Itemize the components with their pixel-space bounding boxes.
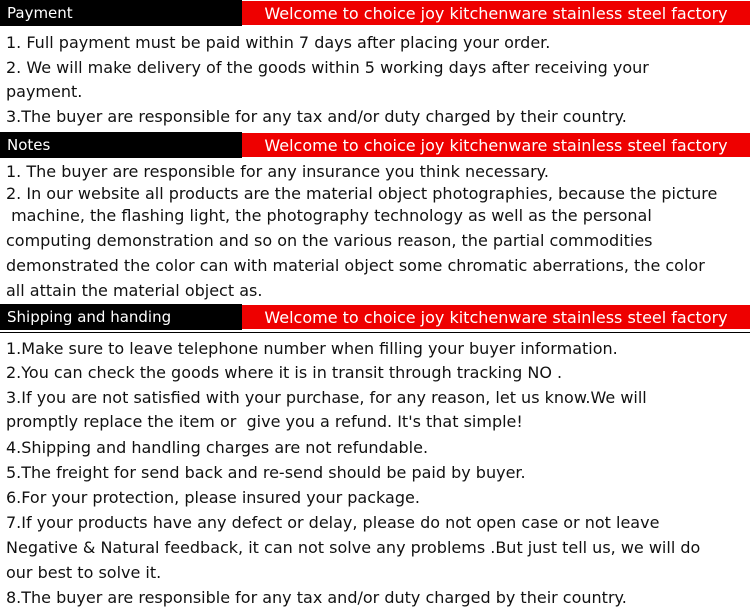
payment-line: 3.The buyer are responsible for any tax and/or duty charged by their country. <box>6 107 627 126</box>
notes-line: 2. In our website all products are the material object photographies, because the picture <box>6 184 718 203</box>
shipping-title: Shipping and handing <box>0 304 242 330</box>
shipping-line: 8.The buyer are responsible for any tax and/or duty charged by their country. <box>6 588 627 607</box>
shipping-line: our best to solve it. <box>6 563 162 582</box>
shipping-line: Negative & Natural feedback, it can not solve any problems .But just tell us, we will do <box>6 538 701 557</box>
shipping-welcome-banner: Welcome to choice joy kitchenware stainless steel factory <box>242 304 750 330</box>
section-divider <box>0 332 750 333</box>
notes-header <box>0 132 750 158</box>
shipping-line: 7.If your products have any defect or delay, please do not open case or not leave <box>6 513 660 532</box>
shipping-line: 3.If you are not satisfied with your purchase, for any reason, let us know.We will <box>6 388 647 407</box>
payment-line: 1. Full payment must be paid within 7 days after placing your order. <box>6 33 551 52</box>
payment-title: Payment <box>0 0 242 26</box>
shipping-line: 6.For your protection, please insured your package. <box>6 488 420 507</box>
payment-welcome-banner: Welcome to choice joy kitchenware stainless steel factory <box>242 0 750 26</box>
shipping-header <box>0 304 750 330</box>
shipping-line: 4.Shipping and handling charges are not refundable. <box>6 438 429 457</box>
notes-line: all attain the material object as. <box>6 281 263 300</box>
payment-line: 2. We will make delivery of the goods within 5 working days after receiving your <box>6 58 649 77</box>
shipping-line: 5.The freight for send back and re-send should be paid by buyer. <box>6 463 526 482</box>
notes-line: machine, the flashing light, the photography technology as well as the personal <box>6 206 652 225</box>
notes-welcome-banner: Welcome to choice joy kitchenware stainless steel factory <box>242 132 750 158</box>
payment-header <box>0 0 750 26</box>
notes-line: 1. The buyer are responsible for any insurance you think necessary. <box>6 162 549 181</box>
shipping-line: promptly replace the item or give you a refund. It's that simple! <box>6 412 523 431</box>
notes-line: computing demonstration and so on the various reason, the partial commodities <box>6 231 653 250</box>
notes-line: demonstrated the color can with material object some chromatic aberrations, the color <box>6 256 705 275</box>
shipping-line: 2.You can check the goods where it is in transit through tracking NO . <box>6 363 563 382</box>
shipping-line: 1.Make sure to leave telephone number when filling your buyer information. <box>6 339 618 358</box>
payment-line: payment. <box>6 82 83 101</box>
notes-title: Notes <box>0 132 242 158</box>
